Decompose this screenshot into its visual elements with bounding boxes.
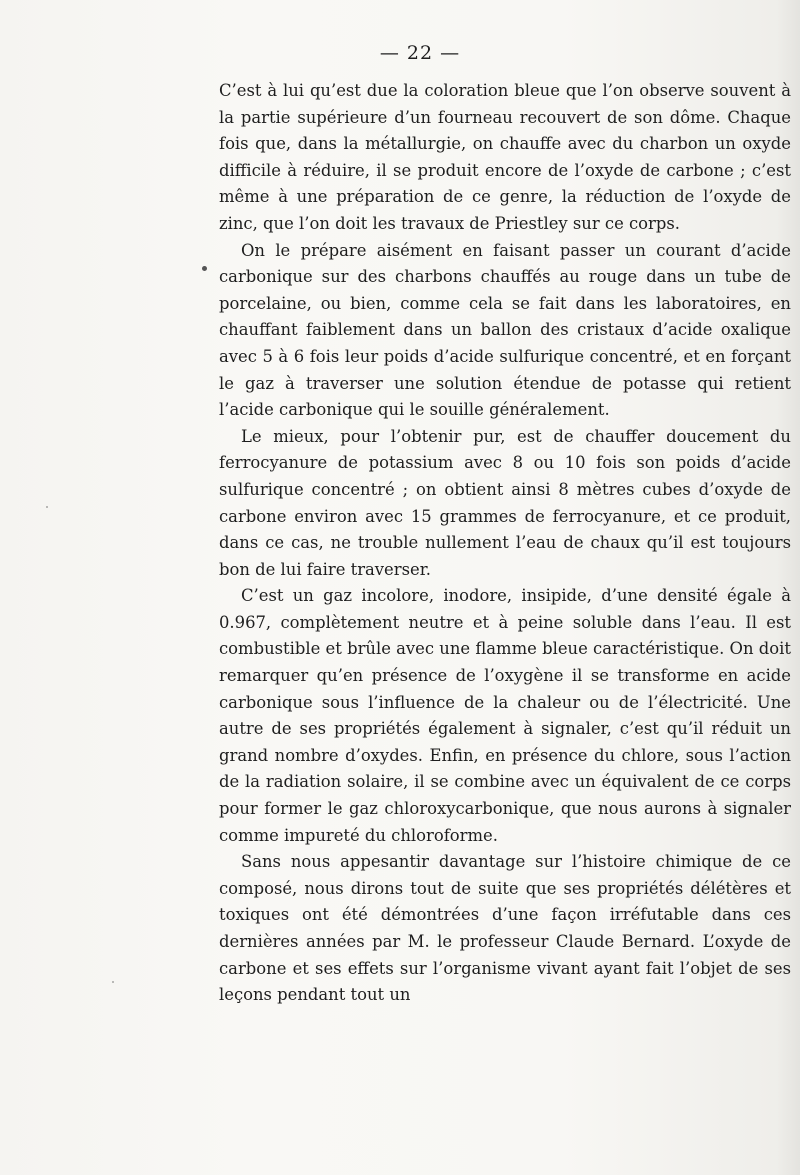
ink-speck	[202, 266, 207, 271]
ink-speck	[112, 981, 114, 983]
paragraph-4: C’est un gaz incolore, inodore, insipide, d’une densité égale à 0.967, complètement neutre et à peine soluble dans l’eau. Il est combustible et brûle avec une flamme bleue caractéristique. On doit remarquer qu’en présence de l’oxygène il se transforme en acide carbonique sous l’influence de la chaleur ou de l’électricité. Une autre de ses propriétés également à signaler, c’est qu’il réduit un grand nombre d’oxydes. Enfin, en présence du chlore, sous l’action de la radiation solaire, il se combine avec un équivalent de ce corps pour former le gaz chloroxycarbonique, que nous aurons à signaler comme impureté du chloroforme.	[219, 586, 791, 845]
page-number: — 22 —	[379, 42, 461, 64]
body-text	[219, 78, 791, 1009]
paragraph-1: C’est à lui qu’est due la coloration bleue que l’on observe souvent à la partie supérieure d’un fourneau recouvert de son dôme. Chaque fois que, dans la métallurgie, on chauffe avec du charbon un oxyde difficile à réduire, il se produit encore de l’oxyde de carbone ; c’est même à une préparation de ce genre, la réduction de l’oxyde de zinc, que l’on doit les travaux de Priestley sur ce corps.	[219, 81, 791, 233]
paragraph-2: On le prépare aisément en faisant passer un courant d’acide carbonique sur des charbons chauffés au rouge dans un tube de porcelaine, ou bien, comme cela se fait dans les laboratoires, en chauffant faiblement dans un ballon des cristaux d’acide oxalique avec 5 à 6 fois leur poids d’acide sulfurique concentré, et en forçant le gaz à traverser une solution étendue de potasse qui retient l’acide carbonique qui le souille généralement.	[219, 240, 791, 420]
paragraph-5: Sans nous appesantir davantage sur l’histoire chimique de ce composé, nous dirons tout de suite que ses propriétés délétères et toxiques ont été démontrées d’une façon irréfutable dans ces dernières années par M. le professeur Claude Bernard. L’oxyde de carbone et ses effets sur l’organisme vivant ayant fait l’objet de ses leçons pendant tout un	[219, 852, 791, 1005]
paragraph-3: Le mieux, pour l’obtenir pur, est de chauffer doucement du ferrocyanure de potassium avec 8 ou 10 fois son poids d’acide sulfurique concentré ; on obtient ainsi 8 mètres cubes d’oxyde de carbone environ avec 15 grammes de ferrocyanure, et ce produit, dans ce cas, ne trouble nullement l’eau de chaux qu’il est toujours bon de lui faire traverser.	[219, 426, 791, 579]
ink-speck	[46, 506, 48, 508]
